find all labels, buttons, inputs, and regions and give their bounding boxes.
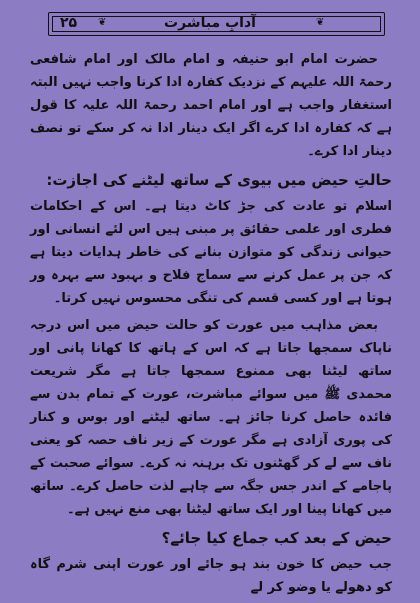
paragraph-after-haiz: جب حیض کا خون بند ہو جائے اور عورت اپنی شرم گاہ کو دھولے یا وضو کر لے: [30, 557, 392, 595]
paragraph-kaffara: حضرت امام ابو حنیفہ و امام مالک اور امام شافعی رحمۃ اللہ علیہم کے نزدیک کفارہ ادا کرنا واجب نہیں البتہ استغفار واجب ہے اور امام احمد رحمۃ اللہ علیہ کا قول ہے کہ کفارہ ادا کرے اگر ایک دینار ادا نہ کر سکے تو نصف دینار ادا کرے۔: [30, 52, 392, 159]
paragraph-islam-nature: اسلام تو عادت کی جڑ کاٹ دیتا ہے۔ اس کے احکامات فطری اور علمی حقائق پر مبنی ہیں اس لئے انسانی اور حیوانی زندگی کو متوازن بنانے کی خاطر ہدایات دیتا ہے کہ جن پر عمل کرنے سے سماج فلاح و بہبود سے بہرہ ور ہوتا ہے اور کسی قسم کی تنگی محسوس نہیں کرتا۔: [30, 199, 392, 306]
running-title: آدابِ مباشرت: [164, 15, 256, 31]
section-heading-after-haiz: حیض کے بعد کب جماع کیا جائے؟: [161, 529, 392, 547]
page-number: ۲۵: [60, 15, 78, 31]
section-heading-haiz-lying: حالتِ حیض میں بیوی کے ساتھ لیٹنے کی اجازت:: [46, 171, 392, 189]
paragraph-other-religions: بعض مذاہب میں عورت کو حالت حیض میں اس درجہ ناپاک سمجھا جاتا ہے کہ اس کے ہاتھ کا کھانا پانی اور ساتھ لیٹنا بھی ممنوع سمجھا جاتا ہے مگر شریعت محمدی ﷺ میں سوائے مباشرت، عورت کے تمام بدن سے فائدہ حاصل کرنا جائز ہے۔ ساتھ لیٹنے اور بوس و کنار کی پوری آزادی ہے مگر عورت کے زیر ناف حصہ کو یعنی ناف سے لے کر گھٹنوں تک برہنہ نہ کرے۔ سوائے صحبت کے پاجامے کے اندر جس جگہ سے چاہے لذت حاصل کرے۔ ساتھ میں کھانا پینا اور ایک ساتھ لیٹنا بھی منع نہیں ہے۔: [30, 318, 392, 517]
ornament-right-icon: ❦: [316, 17, 325, 28]
ornament-left-icon: ❦: [98, 17, 107, 28]
page-body: [30, 48, 392, 603]
